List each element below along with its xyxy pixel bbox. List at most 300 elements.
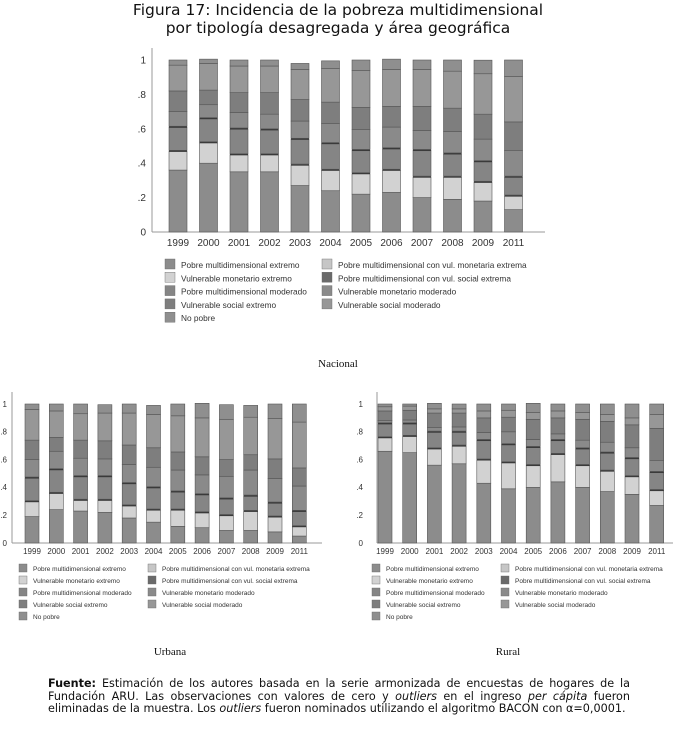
bar-segment [261,172,279,232]
bar-segment [25,517,39,543]
legend-label: Pobre multidimensional moderado [33,590,132,597]
bar-segment [291,186,309,232]
x-tick-label: 2011 [290,547,308,556]
bar-segment [600,453,614,470]
bar-segment [200,105,218,118]
x-tick-label: 2009 [623,547,641,556]
x-tick-label: 2005 [349,238,373,249]
bar-segment [526,439,540,446]
bar-segment [600,492,614,543]
x-tick-label: 2007 [410,238,434,249]
bar-segment [427,432,441,448]
legend-swatch [148,600,156,608]
legend-label: Vulnerable social moderado [515,602,596,609]
x-tick-label: 2004 [144,547,163,556]
bar-segment [526,412,540,419]
bar-segment [477,418,491,433]
bar-segment [413,198,431,232]
legend-swatch [165,312,175,322]
bar-segment [244,405,258,417]
legend-item [19,612,60,621]
bar-segment [122,413,136,445]
bar-segment [474,161,492,181]
x-tick-label: 2005 [168,547,187,556]
bar-segment [169,170,187,232]
bar-segment [98,500,112,513]
legend-item [322,299,441,310]
bar-segment [244,470,258,495]
bar-segment [378,404,392,407]
bar-segment [98,459,112,476]
legend-item [165,312,216,323]
bar-segment [291,165,309,186]
bar-segment [171,404,185,416]
bar-segment [147,467,161,486]
x-tick-label: 2002 [450,547,468,556]
bar-segment [195,403,209,418]
bar-segment [171,526,185,543]
bar-segment [383,192,401,232]
source-outliers-1: outliers [395,689,437,703]
legend-item [148,564,310,573]
x-tick-label: 2000 [197,238,220,249]
legend-label: Pobre multidimensional con vul. social extrema [162,578,298,585]
y-tick-label: .6 [356,455,363,465]
legend-label: Vulnerable social extremo [386,602,461,609]
y-tick-label: .6 [0,455,7,465]
bar-segment [49,437,63,451]
figure-title-line2: por tipología desagregada y área geográfica [165,19,511,37]
legend-label: Vulnerable social moderado [338,299,441,310]
bar-segment [625,458,639,475]
legend-label: Pobre multidimensional extremo [33,566,126,573]
bar-segment [551,434,565,440]
bar-segment [291,121,309,138]
bar-segment [98,476,112,499]
bar-segment [600,404,614,414]
y-tick-label: 1 [358,399,363,409]
bar-segment [477,404,491,411]
bar-segment [413,150,431,176]
legend-item [322,259,527,270]
bar-segment [98,441,112,459]
bar-segment [261,93,279,115]
bar-segment [292,486,306,510]
x-tick-label: 2003 [120,547,139,556]
legend-label: Vulnerable social extremo [181,299,277,310]
x-tick-label: 2001 [227,238,251,249]
source-text-2: en el ingreso [437,689,528,703]
chart-urbana [0,392,322,621]
legend-swatch [372,600,380,608]
legend-swatch [372,576,380,584]
legend-swatch [165,272,175,282]
bar-segment [74,414,88,440]
bar-segment [576,448,590,464]
figure-title-line1: Figura 17: Incidencia de la pobreza multidimensional [132,1,544,19]
bar-segment [322,191,340,232]
bar-segment [74,500,88,511]
bar-segment [25,410,39,441]
bar-segment [352,107,370,129]
bar-segment [444,177,462,199]
bar-segment [322,170,340,191]
bar-segment [403,406,417,410]
source-label: Fuente: [48,677,97,690]
legend-label: Vulnerable social moderado [162,602,243,609]
y-tick-label: .2 [137,193,146,205]
x-tick-label: 2006 [549,547,567,556]
bar-segment [195,512,209,527]
bar-segment [147,487,161,509]
bar-segment [261,155,279,172]
y-tick-label: .8 [0,427,7,437]
legend-rural [372,564,663,621]
x-tick-label: 2009 [471,238,495,249]
bar-segment [98,512,112,543]
bar-segment [292,526,306,536]
bar-segment [219,419,233,459]
bar-segment [230,129,248,154]
bar-segment [452,409,466,413]
bar-segment [230,155,248,172]
legend-item [372,612,413,621]
bar-segment [403,404,417,406]
bar-segment [219,476,233,498]
bar-segment [268,517,282,532]
bar-segment [169,151,187,170]
legend-swatch [322,272,332,282]
legend-item [148,588,255,597]
bar-segment [122,518,136,543]
bar-segment [427,409,441,413]
legend-swatch [165,259,175,269]
legend-swatch [148,576,156,584]
bar-segment [122,505,136,518]
legend-label: Pobre multidimensional con vul. monetaria extrema [162,566,310,573]
legend-swatch [19,612,27,620]
bar-segment [383,149,401,170]
x-tick-label: 2007 [217,547,236,556]
bar-segment [291,63,309,69]
bar-segment [171,416,185,452]
legend-label: Pobre multidimensional con vul. monetaria extrema [515,566,663,573]
y-tick-label: .8 [356,427,363,437]
bar-segment [230,93,248,113]
bar-segment [322,102,340,124]
legend-label: Vulnerable monetario extremo [181,273,292,284]
legend-label: Vulnerable monetario moderado [338,286,457,297]
bar-segment [171,510,185,527]
bar-segment [474,182,492,201]
bar-segment [505,122,523,150]
bar-segment [219,460,233,477]
legend-item [165,259,300,270]
legend-swatch [148,564,156,572]
bar-segment [352,130,370,150]
bar-segment [576,487,590,543]
bar-segment [383,69,401,106]
bar-segment [413,131,431,150]
bar-segment [427,413,441,428]
bar-segment [322,124,340,143]
legend-item [322,286,457,297]
bar-segment [551,482,565,543]
bar-segment [219,530,233,543]
bar-segment [526,403,540,412]
bar-segment [477,432,491,439]
bar-segment [576,440,590,448]
bar-segment [551,440,565,453]
legend-item [372,576,473,585]
bar-segment [452,413,466,427]
y-tick-label: 1 [2,399,7,409]
y-tick-label: .4 [137,158,146,170]
bar-segment [477,483,491,543]
legend-item [148,600,243,609]
bar-segment [25,440,39,459]
bar-segment [403,453,417,543]
y-tick-label: 0 [140,227,146,239]
bar-segment [526,465,540,487]
legend-item [501,588,608,597]
bar-segment [576,404,590,412]
bar-segment [291,69,309,99]
bar-segment [474,139,492,161]
legend-item [501,564,663,573]
legend-item [19,600,108,609]
legend-swatch [372,564,380,572]
bar-segment [268,404,282,419]
bar-segment [378,423,392,436]
bar-segment [147,448,161,467]
legend-label: No pobre [33,614,60,621]
legend-label: Pobre multidimensional con vul. social extrema [515,578,651,585]
bar-segment [98,413,112,441]
bar-segment [292,536,306,543]
source-note [48,678,630,716]
bar-segment [49,451,63,468]
bar-segment [322,143,340,169]
legend-item [165,272,292,283]
bar-segment [444,60,462,71]
x-tick-label: 2008 [441,238,464,249]
legend-swatch [19,588,27,596]
bar-segment [625,494,639,543]
bar-segment [230,66,248,93]
legend-label: Pobre multidimensional con vul. social extrema [338,273,511,284]
bar-segment [413,106,431,130]
x-tick-label: 2008 [598,547,617,556]
source-text-1: Estimación de los autores basada en la serie armonizada de encuestas de hogares de la Fundación ARU. Las observaciones con valores de cero y [48,677,630,703]
x-tick-label: 2003 [288,238,312,249]
bar-segment [600,471,614,492]
legend-swatch [322,259,332,269]
bar-segment [169,91,187,112]
bar-segment [74,511,88,543]
legend-swatch [372,588,380,596]
bar-segment [322,69,340,103]
bar-segment [427,465,441,543]
legend-item [501,576,651,585]
bar-segment [413,60,431,69]
legend-urbana [19,564,310,621]
x-tick-label: 2004 [319,238,342,249]
bar-segment [505,150,523,176]
bar-segment [600,414,614,421]
bar-segment [452,464,466,543]
bar-segment [625,425,639,448]
bar-segment [505,210,523,232]
y-tick-label: .2 [0,511,7,520]
bar-segment [526,447,540,464]
bar-segment [403,423,417,435]
bar-segment [261,66,279,93]
bar-segment [650,428,664,460]
bar-segment [427,428,441,431]
bar-segment [444,154,462,176]
bar-segment [502,432,516,444]
x-tick-label: 2009 [266,547,284,556]
legend-item [19,564,126,573]
bar-segment [378,421,392,423]
bar-segment [650,505,664,543]
legend-item [322,272,511,283]
bar-segment [403,436,417,453]
x-tick-label: 2001 [71,547,90,556]
x-tick-label: 1999 [166,238,190,249]
bar-segment [122,483,136,505]
bar-segment [600,442,614,452]
y-tick-label: .4 [356,483,363,493]
bar-segment [551,404,565,411]
bar-segment [230,60,248,66]
bar-segment [452,446,466,464]
bar-segment [195,528,209,543]
caption-rural: Rural [495,646,521,658]
bar-segment [169,112,187,127]
bar-segment [352,150,370,172]
legend-item [148,576,298,585]
bar-segment [625,448,639,458]
bar-segment [502,444,516,461]
bar-segment [147,510,161,523]
bar-segment [195,418,209,457]
bar-segment [477,440,491,459]
legend-item [165,286,307,297]
bar-segment [378,411,392,421]
legend-swatch [148,588,156,596]
bar-segment [505,76,523,122]
bar-segment [474,60,492,74]
legend-label: Pobre multidimensional extremo [181,260,300,270]
legend-label: Vulnerable monetario moderado [515,590,608,597]
legend-swatch [19,576,27,584]
legend-swatch [19,564,27,572]
legend-item [501,600,596,609]
legend-label: Vulnerable social extremo [33,602,108,609]
x-tick-label: 2002 [96,547,114,556]
bar-segment [268,532,282,543]
bar-segment [383,106,401,127]
bar-segment [502,410,516,417]
x-tick-label: 2008 [241,547,260,556]
bar-segment [200,143,218,164]
bar-segment [169,127,187,150]
x-tick-label: 2002 [258,238,281,249]
bar-segment [195,475,209,494]
legend-label: Vulnerable monetario moderado [162,590,255,597]
x-tick-label: 2000 [47,547,66,556]
bar-segment [200,163,218,232]
bar-segment [625,418,639,425]
bar-segment [444,131,462,153]
bar-segment [98,405,112,413]
bar-segment [502,417,516,432]
bar-segment [322,61,340,69]
bar-segment [383,170,401,192]
bar-segment [427,403,441,409]
y-tick-label: .6 [137,124,146,136]
legend-swatch [165,286,175,296]
bar-segment [383,59,401,69]
bar-segment [505,196,523,210]
legend-swatch [501,564,509,572]
legend-item [372,564,479,573]
bar-segment [49,469,63,492]
bar-segment [551,411,565,418]
bar-segment [74,440,88,458]
bar-segment [268,459,282,478]
bar-segment [122,404,136,413]
legend-swatch [165,299,175,309]
bar-segment [427,448,441,465]
bar-segment [502,489,516,543]
bar-segment [49,404,63,411]
y-tick-label: 1 [140,55,146,67]
bar-segment [352,174,370,195]
bar-segment [292,468,306,486]
bar-segment [413,177,431,198]
bar-segment [444,108,462,131]
bar-segment [169,60,187,65]
bar-segment [551,454,565,482]
bar-segment [292,422,306,468]
legend-swatch [501,576,509,584]
bar-segment [452,404,466,409]
bar-segment [352,70,370,107]
chart-nacional [138,48,545,323]
bar-segment [505,60,523,76]
bar-segment [551,418,565,434]
y-tick-label: 0 [358,538,363,548]
bar-segment [292,511,306,526]
bar-segment [147,405,161,414]
x-tick-label: 2001 [425,547,444,556]
legend-item [165,299,277,310]
bar-segment [474,74,492,114]
x-tick-label: 2004 [499,547,518,556]
bar-segment [74,404,88,414]
bar-segment [474,114,492,139]
bar-segment [25,404,39,410]
bar-segment [650,460,664,471]
x-tick-label: 1999 [376,547,394,556]
bar-segment [49,411,63,437]
x-tick-label: 2005 [524,547,543,556]
legend-item [19,576,120,585]
bar-segment [505,177,523,195]
